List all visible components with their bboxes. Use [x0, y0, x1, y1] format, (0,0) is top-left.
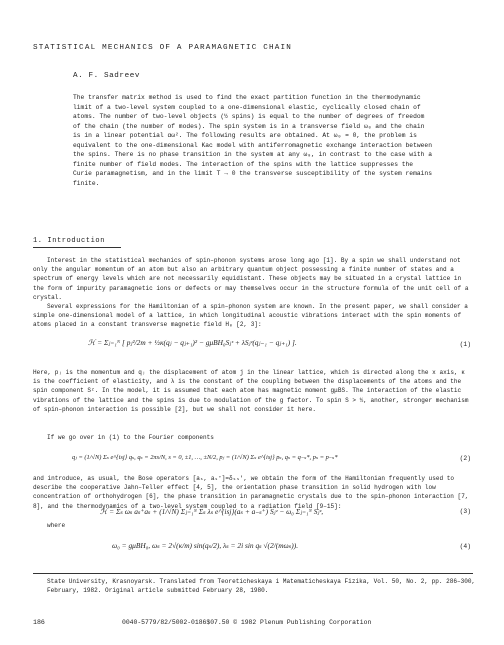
paragraph-text: Interest in the statistical mechanics of spin–phonon systems arose long ago [1]. By a spin we shall understand not only the angular momentum of an atom but also an arbitrary quantum object possessing a finite number of states and a spectrum of energy levels which are not necessarily equidistant. These objects may be situated in a crystal lattice in the form of impurity paramagnetic ions or defects or may themselves occur in the structure formula of the unit cell of a crystal. — [33, 257, 469, 301]
paragraph-text: If we go over in (1) to the Fourier components — [47, 434, 214, 441]
abstract: The transfer matrix method is used to find the exact partition function in the thermodynamic limit of a two-level system coupled to a one-dimensional elastic, cyclically closed chain of atoms. The number of two-level objects (½ spins) is equal to the number of degrees of freedom of the chain (the number of modes). The spin system is in a transverse field ω₀ and the chain is in a linear potential αω². The following results are obtained. At ω₀ = 0, the problem is equivalent to the one-dimensional Kac model with antiferromagnetic exchange interaction between the spins. There is no phase transition in the system at any ω₀, in contrast to the case with a finite number of field modes. The interaction of the spins with the lattice suppresses the Curie paramagnetism, and in the limit T → 0 the transverse susceptibility of the system remains finite. — [73, 94, 432, 187]
section-heading-underline — [33, 247, 121, 248]
equation-1-number: (1) — [459, 341, 471, 348]
where-label: where — [47, 522, 66, 529]
footnote: State University, Krasnoyarsk. Translated from Teoreticheskaya i Matematicheskaya Fizika, Vol. 50, No. 2, pp. 286–300, February, 1982. Original article submitted February 28, 1980. — [47, 578, 476, 595]
section-heading-introduction: 1. Introduction — [33, 237, 106, 245]
equation-2-number: (2) — [459, 455, 471, 462]
paragraph-introduction-3 — [33, 368, 473, 414]
equation-4-number: (4) — [459, 543, 471, 550]
paragraph-introduction-4 — [33, 433, 473, 442]
page-number: 186 — [33, 619, 45, 626]
paragraph-text: and introduce, as usual, the Bose operators [aₛ, aₛ⁺]=δₛₛ', we obtain the form of the Hamiltonian frequently used to describe the cooperative Jahn–Teller effect [4, 5], the orientation phase transition in solid hydrogen with low concentration of orthohydrogen [6], the phase transition in paramagnetic crystals due to the spin–phonon interaction [7, 8], and the thermodynamics of a two-level system coupled to a radiation field [9–15]: — [33, 475, 469, 510]
article-title: STATISTICAL MECHANICS OF A PARAMAGNETIC CHAIN — [33, 44, 293, 52]
article-author: A. F. Sadreev — [73, 72, 141, 80]
equation-3: ℋ = Σₛ ωₛ aₛ⁺aₛ + (1/√N) Σⱼ₌₁ᴺ Σₛ λₛ e^{isj}(aₛ + a₋ₛ⁺) Sⱼᶻ − ω₀ Σⱼ₌₁ᴺ Sⱼᶻ, — [100, 507, 324, 516]
equation-4: ω₀ = gμBH₀, ωₛ = 2√(κ/m) sin(qₛ/2), λₛ = 2i sin qₛ √(2/(mωₛ)). — [112, 541, 299, 550]
paragraph-introduction-5 — [33, 474, 473, 511]
paragraph-text: Several expressions for the Hamiltonian of a spin–phonon system are known. In the present paper, we shall consider a simple one-dimensional model of a lattice, in which longitudinal acoustic vibrations interact with the spin moments of atoms placed in a constant transverse magnetic field H₀ [2, 3]: — [33, 303, 468, 329]
paragraph-introduction-1 — [33, 256, 473, 302]
paragraph-introduction-2 — [33, 302, 473, 330]
equation-2: qⱼ = (1/√N) Σₛ e^{isj} qₛ, qₛ = 2πs/N, s = 0, ±1, …, ±N/2, pⱼ = (1/√N) Σₛ e^{isj} pₛ, qₛ = q₋ₛ*, pₛ = p₋ₛ* — [72, 454, 338, 461]
copyright-line: 0040-5779/82/5002-0186$07.50 © 1982 Plenum Publishing Corporation — [122, 619, 372, 626]
paragraph-text: Here, pⱼ is the momentum and qⱼ the displacement of atom j in the linear lattice, which is directed along the x axis, κ is the coefficient of elasticity, and λ is the constant of the coupling between the displacements of the atoms and the spin component Sᶻ. In the model, it is assumed that each atom has magnetic moment gμBS. The interaction of the elastic vibrations of the lattice and the spins is due to modulation of the g factor. To spin S > ½, another, stronger mechanism of spin–phonon interaction is possible [2], but we shall not consider it here. — [33, 369, 469, 413]
equation-1: ℋ = Σⱼ₌₁ᴺ [ pⱼ²/2m + ½κ(qⱼ − qⱼ₊₁)² − gμBH₀Sⱼᶻ + λSⱼᶻ(qⱼ₋₁ − qⱼ₊₁) ]. — [88, 338, 297, 347]
footnote-divider — [33, 573, 473, 574]
equation-3-number: (3) — [459, 508, 471, 515]
